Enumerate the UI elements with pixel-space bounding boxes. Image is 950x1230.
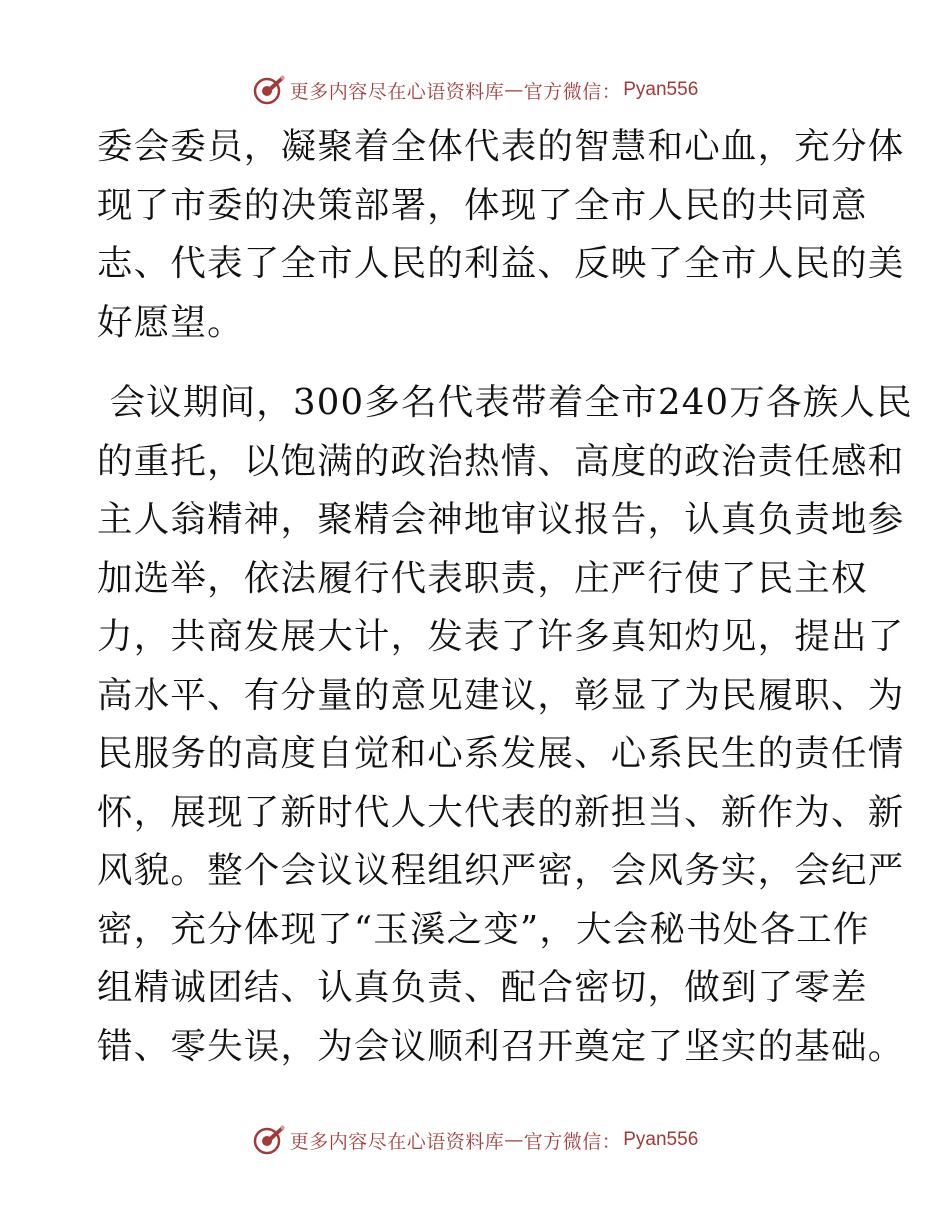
- text-line: 好愿望。: [97, 301, 244, 343]
- text-line: 风貌。整个会议议程组织严密，会风务实，会纪严: [97, 850, 905, 891]
- banner-separator: —: [504, 1129, 524, 1151]
- banner-logo-text: 更多内容尽在心语资料库: [289, 80, 505, 103]
- banner-wechat-label: 官方微信：: [523, 80, 622, 103]
- banner-wechat-label: 官方微信：: [523, 1130, 622, 1153]
- banner-wechat-id: Pyan556: [623, 79, 699, 100]
- text-line: 志、代表了全市人民的利益、反映了全市人民的美: [97, 243, 905, 284]
- text-line: 现了市委的决策部署，体现了全市人民的共同意: [97, 184, 868, 226]
- paragraph-gap: [97, 352, 857, 374]
- text-line: 组精诚团结、认真负责、配合密切，做到了零差: [97, 967, 868, 1008]
- text-line: 会议期间，300多名代表带着全市240万各族人民: [97, 382, 913, 423]
- header-banner: [0, 70, 950, 110]
- paragraph-1: [97, 118, 905, 352]
- text-line: 怀，展现了新时代人大代表的新担当、新作为、新: [97, 791, 905, 833]
- text-line: 主人翁精神，聚精会神地审议报告，认真负责地参: [97, 499, 905, 540]
- text-line: 密，充分体现了“玉溪之变”，大会秘书处各工作: [97, 908, 870, 950]
- pen-logo-icon: [252, 1123, 286, 1157]
- text-line: 的重托，以饱满的政治热情、高度的政治责任感和: [97, 440, 905, 482]
- paragraph-2: [97, 374, 913, 1076]
- text-line: 错、零失误，为会议顺利召开奠定了坚实的基础。: [97, 1025, 905, 1067]
- text-line: 民服务的高度自觉和心系发展、心系民生的责任情: [97, 733, 905, 774]
- text-line: 加选举，依法履行代表职责，庄严行使了民主权: [97, 557, 868, 599]
- text-line: 力，共商发展大计，发表了许多真知灼见，提出了: [97, 616, 905, 657]
- footer-banner: [0, 1120, 950, 1160]
- pen-logo-icon: [252, 73, 286, 107]
- banner-separator: —: [504, 79, 524, 101]
- banner-wechat-id: Pyan556: [623, 1129, 699, 1150]
- banner-logo-text: 更多内容尽在心语资料库: [289, 1130, 505, 1153]
- text-line: 高水平、有分量的意见建议，彰显了为民履职、为: [97, 674, 905, 716]
- document-body: [97, 118, 913, 1076]
- text-line: 委会委员，凝聚着全体代表的智慧和心血，充分体: [97, 126, 905, 167]
